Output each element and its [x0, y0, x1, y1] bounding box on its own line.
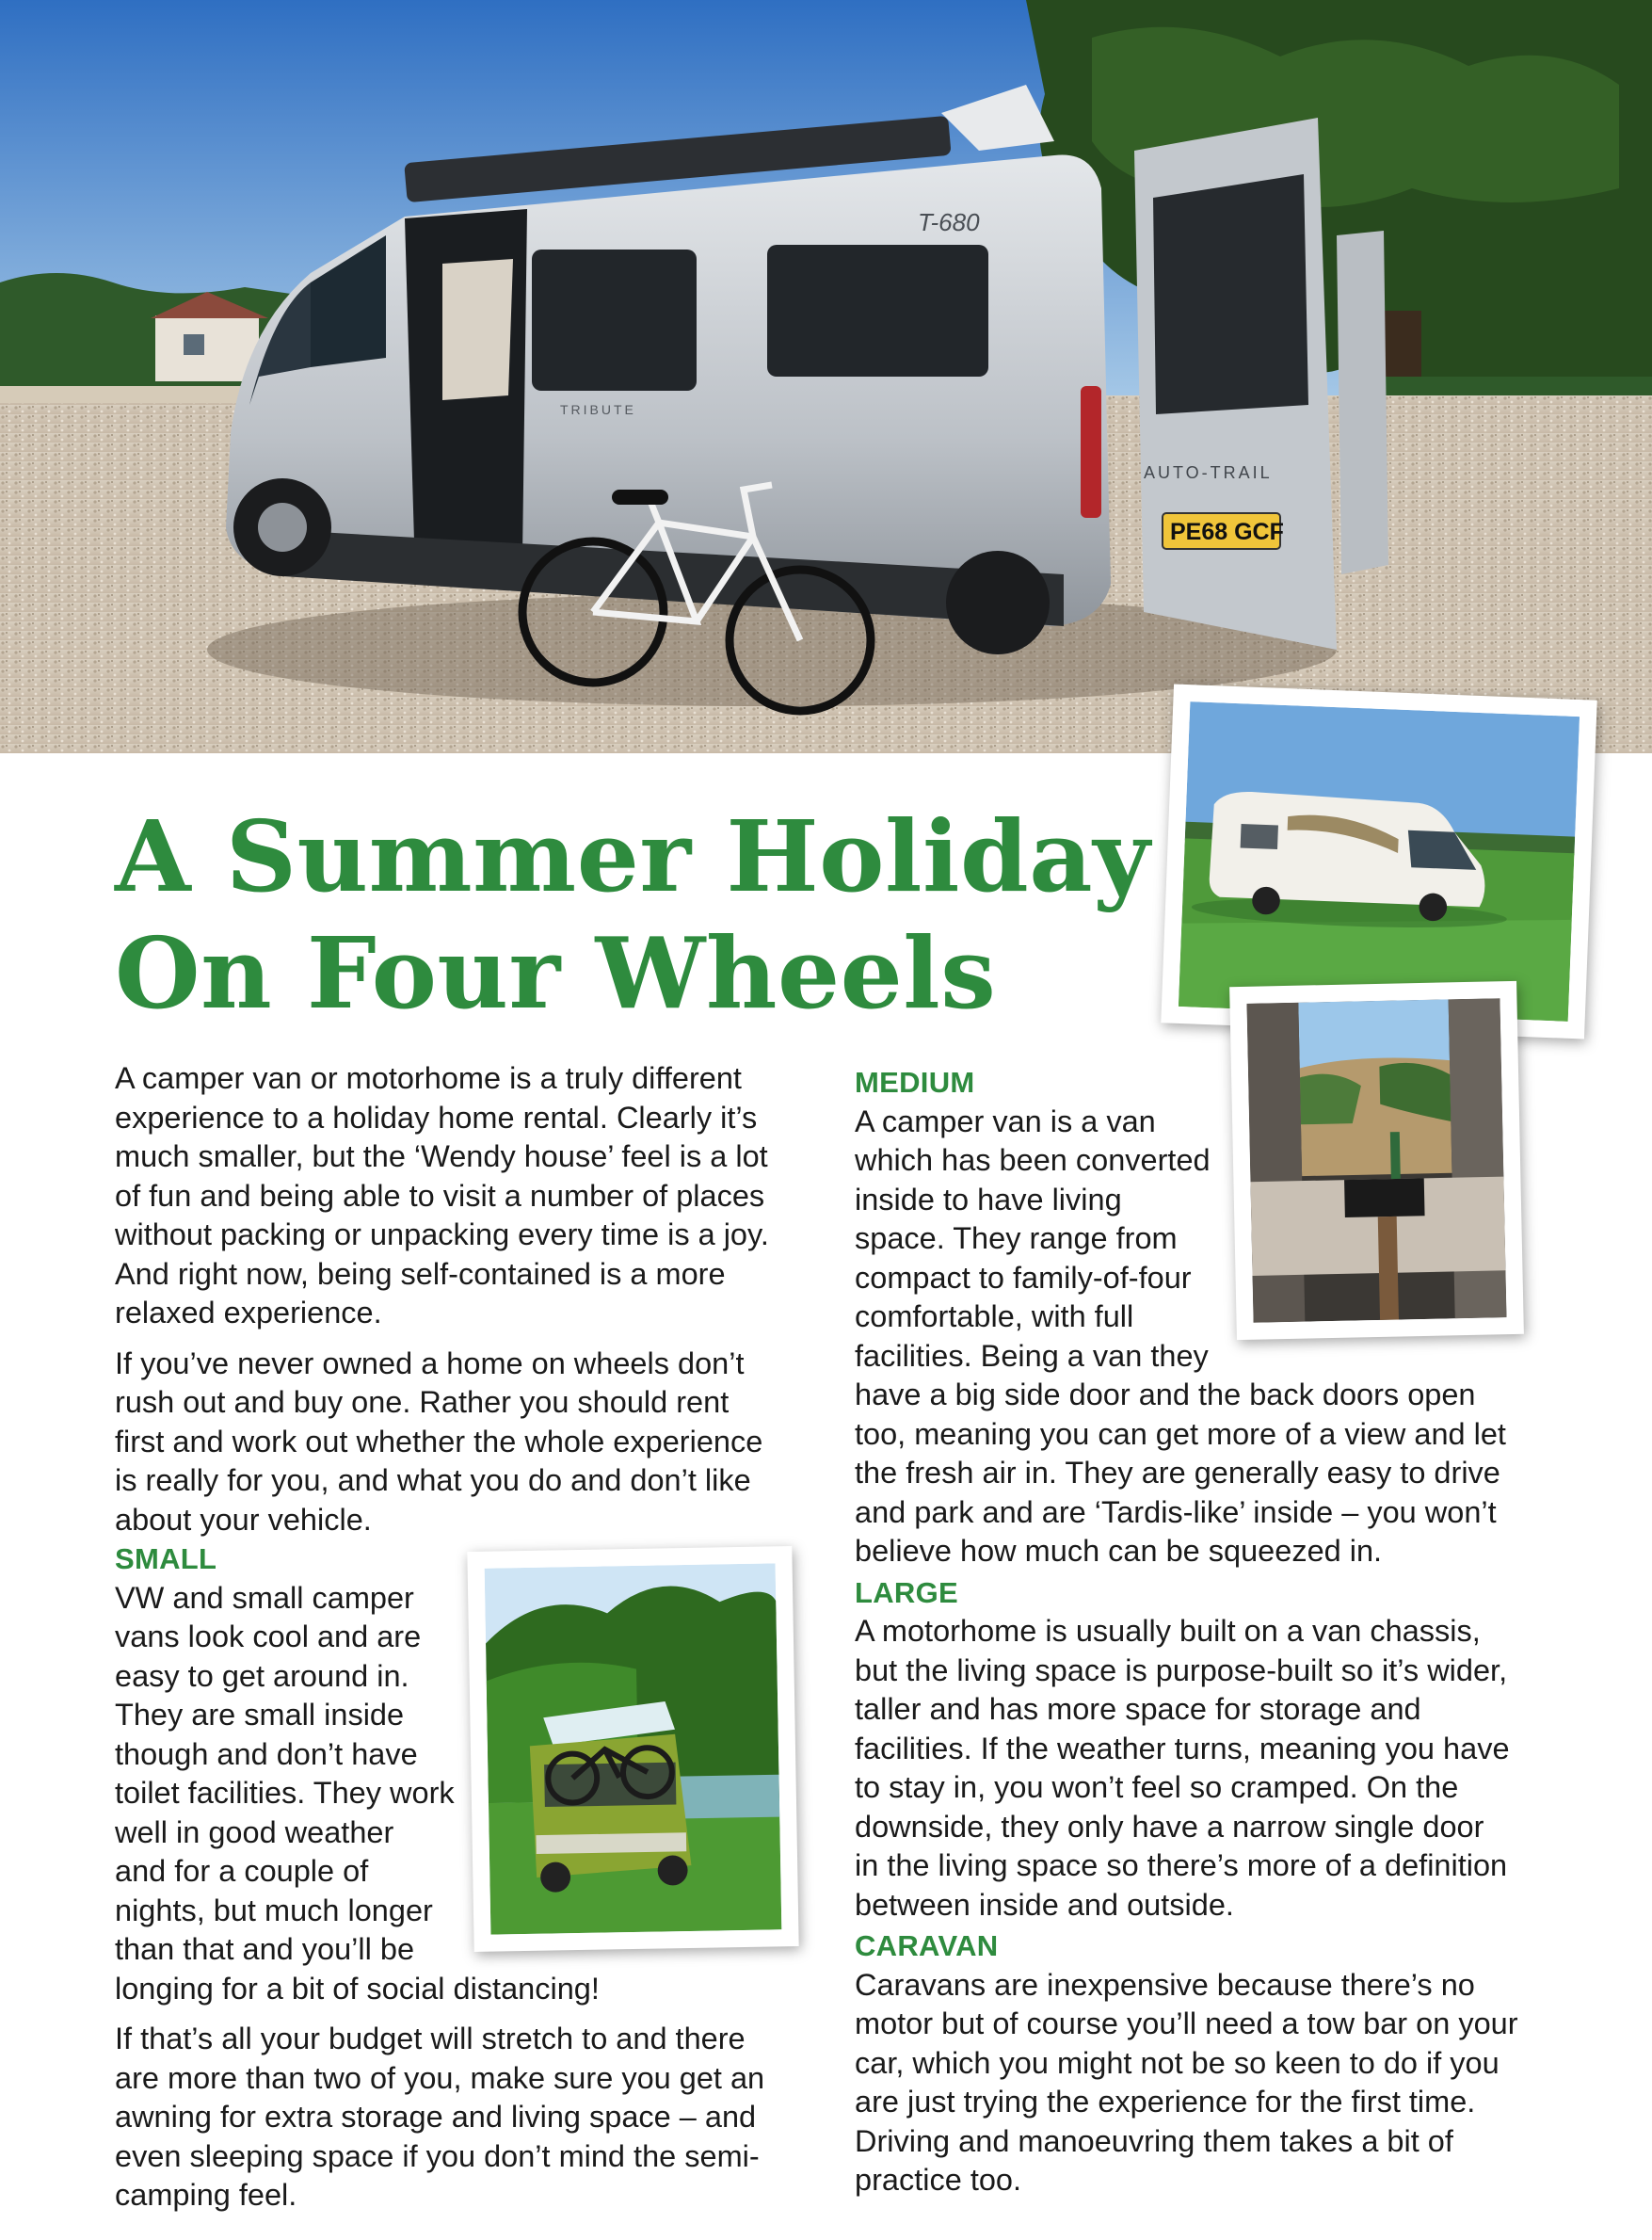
text-line: experience to a holiday home rental. Clearly it’s [115, 1100, 758, 1135]
text-line: A camper van is a van [855, 1104, 1156, 1138]
text-line: the fresh air in. They are generally easy to drive [855, 1456, 1500, 1490]
text-line: comfortable, with full [855, 1299, 1134, 1333]
title-line-1: A Summer Holiday [115, 798, 1151, 914]
caravan-paragraph [855, 1966, 1551, 2200]
text-line: facilities. Being a van they [855, 1338, 1209, 1373]
text-line: about your vehicle. [115, 1502, 372, 1537]
text-line: though and don’t have [115, 1736, 418, 1771]
text-line: much smaller, but the ‘Wendy house’ feel is a lot [115, 1139, 768, 1173]
large-heading: LARGE [855, 1575, 958, 1609]
text-line: VW and small camper [115, 1580, 414, 1615]
text-line: toilet facilities. They work [115, 1776, 455, 1810]
text-line: A camper van or motorhome is a truly different [115, 1061, 742, 1095]
hero-photo [0, 0, 1652, 753]
medium-paragraph [855, 1103, 1551, 1571]
text-line: compact to family-of-four [855, 1260, 1192, 1295]
text-line: to stay in, you won’t feel so cramped. On the [855, 1770, 1459, 1804]
text-line: Driving and manoeuvring them takes a bit of [855, 2123, 1453, 2158]
budget-paragraph [115, 2020, 793, 2216]
brand-badge: AUTO-TRAIL [1144, 463, 1273, 482]
text-line: between inside and outside. [855, 1887, 1234, 1922]
motorhome-image [1179, 701, 1580, 1022]
text-line: even sleeping space if you don’t mind the semi- [115, 2138, 760, 2173]
caravan-heading: CARAVAN [855, 1929, 999, 1962]
title-line-2: On Four Wheels [115, 915, 997, 1031]
text-line: downside, they only have a narrow single door [855, 1809, 1484, 1844]
text-line: believe how much can be squeezed in. [855, 1534, 1383, 1568]
intro-paragraph-1 [115, 1059, 793, 1333]
text-line: They are small inside [115, 1698, 405, 1732]
text-line: camping feel. [115, 2178, 297, 2212]
text-line: inside to have living [855, 1182, 1122, 1217]
text-line: and for a couple of [115, 1854, 369, 1888]
right-column [855, 1059, 1551, 2212]
text-line: If that’s all your budget will stretch to and there [115, 2022, 746, 2055]
text-line: A motorhome is usually built on a van chassis, [855, 1614, 1481, 1648]
text-line: vans look cool and are [115, 1620, 422, 1653]
side-badge: TRIBUTE [560, 402, 636, 417]
text-line: too, meaning you can get more of a view and let [855, 1416, 1506, 1451]
text-line: easy to get around in. [115, 1658, 409, 1693]
text-line: space. They range from [855, 1221, 1178, 1255]
text-line: without packing or unpacking every time is a joy. [115, 1217, 769, 1251]
text-line: facilities. If the weather turns, meaning you have [855, 1731, 1510, 1765]
text-line: well in good weather [115, 1814, 394, 1849]
text-line: are more than two of you, make sure you get an [115, 2060, 765, 2095]
text-line: but the living space is purpose-built so it’s wider, [855, 1652, 1508, 1687]
number-plate: PE68 GCF [1170, 519, 1284, 545]
text-line: practice too. [855, 2163, 1022, 2197]
text-line: and park and are ‘Tardis-like’ inside – you won’t [855, 1494, 1497, 1529]
text-line: of fun and being able to visit a number of places [115, 1178, 765, 1213]
text-line: rush out and buy one. Rather you should rent [115, 1385, 730, 1419]
model-badge: T-680 [918, 208, 980, 236]
campervan-hero-image [0, 0, 1652, 753]
intro-paragraph-2 [115, 1345, 793, 1540]
text-line: relaxed experience. [115, 1296, 382, 1329]
text-line: longing for a bit of social distancing! [115, 1971, 600, 2006]
medium-heading: MEDIUM [855, 1066, 975, 1099]
text-line: And right now, being self-contained is a more [115, 1256, 726, 1291]
text-line: is really for you, and what you do and don’t like [115, 1463, 751, 1497]
article-title [115, 798, 1169, 1032]
text-line: than that and you’ll be [115, 1932, 415, 1966]
text-line: which has been converted [855, 1143, 1211, 1177]
text-line: Caravans are inexpensive because there’s no [855, 1967, 1475, 2002]
text-line: have a big side door and the back doors open [855, 1378, 1476, 1411]
small-paragraph [115, 1579, 793, 2009]
text-line: awning for extra storage and living space – and [115, 2100, 757, 2134]
text-line: motor but of course you’ll need a tow bar on your [855, 2006, 1518, 2040]
large-paragraph [855, 1612, 1551, 1925]
text-line: nights, but much longer [115, 1893, 433, 1927]
text-line: taller and has more space for storage and [855, 1692, 1421, 1726]
left-column [115, 1059, 793, 2227]
small-heading: SMALL [115, 1542, 217, 1575]
text-line: are just trying the experience for the first time. [855, 2085, 1476, 2119]
text-line: first and work out whether the whole experience [115, 1424, 763, 1458]
text-line: in the living space so there’s more of a definition [855, 1848, 1508, 1882]
text-line: If you’ve never owned a home on wheels don’t [115, 1346, 745, 1380]
text-line: car, which you might not be so keen to do if you [855, 2045, 1500, 2080]
